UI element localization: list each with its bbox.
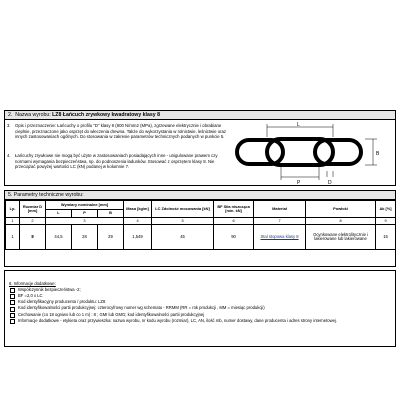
- list-item: [9, 318, 393, 324]
- col-l: L: [46, 210, 72, 218]
- technical-parameters-section: [4, 190, 396, 267]
- col-b: B: [98, 210, 124, 218]
- product-name-label: Nazwa wyrobu:: [15, 112, 51, 118]
- cell-p: 28: [72, 225, 98, 250]
- index-cell: 6: [214, 218, 254, 225]
- cell-size: 8: [20, 225, 46, 250]
- cell-mass: 1,549: [124, 225, 152, 250]
- cell-l: 44,5: [46, 225, 72, 250]
- cell-lp: 1: [6, 225, 20, 250]
- list-item-text: Kod identyfikacyjny producenta / produktu: LZ8: [18, 299, 106, 305]
- table-row: [6, 225, 396, 250]
- product-description-section: [4, 110, 396, 186]
- label-b: B: [376, 151, 380, 157]
- col-mass: Masa [kg/m]: [124, 201, 152, 218]
- checkbox-icon: [10, 294, 15, 299]
- technical-parameters-header: 5. Parametry techniczne wyrobu:: [5, 191, 395, 200]
- label-d: D: [328, 180, 332, 186]
- col-lp: Lp.: [6, 201, 20, 218]
- col-p: P: [72, 210, 98, 218]
- cell-ak: 15: [376, 225, 396, 250]
- cell-b: 29: [98, 225, 124, 250]
- checkbox-icon: [10, 319, 15, 324]
- item-text: Opis i przeznaczenie: Łańcuchy o profilu "D" klasy 8 (800 N/mm2 (MPa), zgrzewane elektrycznie i obrabiane cieplnie, przeznaczone jako osprzęt do wleczenia drewna. Także do wykorzystania w rolnictwie, leśnictwie oraz innych zastosowaniach ogólnych. Do stosowania w zakresie parametrów technicznych podanych w punkcie 5.: [15, 123, 227, 140]
- product-name: LZ8 Łańcuch zrywkowy kwadratowy klasy 8: [52, 112, 160, 118]
- col-lc: LC Zdolność mocowania [kN]: [152, 201, 214, 218]
- material-link[interactable]: Stal stopowa klasy 8: [260, 233, 299, 239]
- index-cell: 4: [124, 218, 152, 225]
- col-bf: BF Siła niszcząca [min. kN]: [214, 201, 254, 218]
- label-l: L: [297, 122, 300, 128]
- col-dimensions: Wymiary nominalne [mm]: [46, 201, 124, 210]
- checkbox-icon: [10, 307, 15, 312]
- checkbox-icon: [10, 300, 15, 305]
- section-number: 2.: [8, 112, 13, 118]
- index-cell: 5: [152, 218, 214, 225]
- list-item-text: Kod identyfikowalności partii produkcyjnej: czterocyfrowy numer wg schematu - RRMM (RR = rok produkcji , MM = miesiąc produkcji): [18, 305, 265, 311]
- cell-bf: 90: [214, 225, 254, 250]
- index-cell: 2: [20, 218, 46, 225]
- index-cell: 3: [46, 218, 124, 225]
- additional-info-section: [4, 270, 396, 347]
- col-size: Rozmiar D [mm]: [20, 201, 46, 218]
- cell-coating: Ocynkowane elektrolitycznie i lakierowane lub lakierowane: [306, 225, 376, 250]
- index-cell: 8: [306, 218, 376, 225]
- col-ak: Ak [%]: [376, 201, 396, 218]
- index-cell: 7: [254, 218, 306, 225]
- list-item-text: Współczynnik bezpieczeństwa -2;: [18, 286, 81, 292]
- col-coating: Powłoki: [306, 201, 376, 218]
- checkbox-icon: [10, 313, 15, 318]
- additional-info-heading: 6. Informacje dodatkowe:: [9, 281, 56, 286]
- additional-info-list: [9, 281, 393, 324]
- list-item-text: BF =2,0 x LC: [18, 293, 43, 299]
- parameters-table: [5, 200, 396, 250]
- cell-material: [254, 225, 306, 250]
- item-text: Łańcuchy zrywkowe nie mogą być użyte w zastosowaniach posiadających inne - unigulowane prawem czy normami wymagania bezpieczeństwa, np. do podnoszenia ładunków. Stosować z osprzętem klasy 8. Nie przeciążać powyżej wartości LC (kN) podanej w kolumnie 7.: [15, 153, 218, 170]
- checkbox-icon: [10, 288, 15, 293]
- index-cell: 9: [376, 218, 396, 225]
- index-cell: 1: [6, 218, 20, 225]
- cell-lc: 45: [152, 225, 214, 250]
- item-number: 4.: [7, 153, 11, 158]
- product-name-header: [5, 111, 395, 120]
- col-material: Materiał: [254, 201, 306, 218]
- list-item-text: Cechowanie (co 18 ogniwo lub co 1 m) : 8 ; GMI lub GMG; kod identyfikowalności partii produkcyjnej: [18, 311, 205, 317]
- item-number: 3.: [7, 123, 11, 128]
- list-item-text: Informacje dodatkowe - etykieta oraz przywieszka: nazwa wyrobu, nr kodu wyrobu (rozmiar), LC, AN, ilość mb, numer dostawy, dane producenta i adres strony internetowej.: [18, 317, 338, 323]
- label-p: P: [297, 180, 301, 186]
- chain-link-diagram: [233, 121, 393, 187]
